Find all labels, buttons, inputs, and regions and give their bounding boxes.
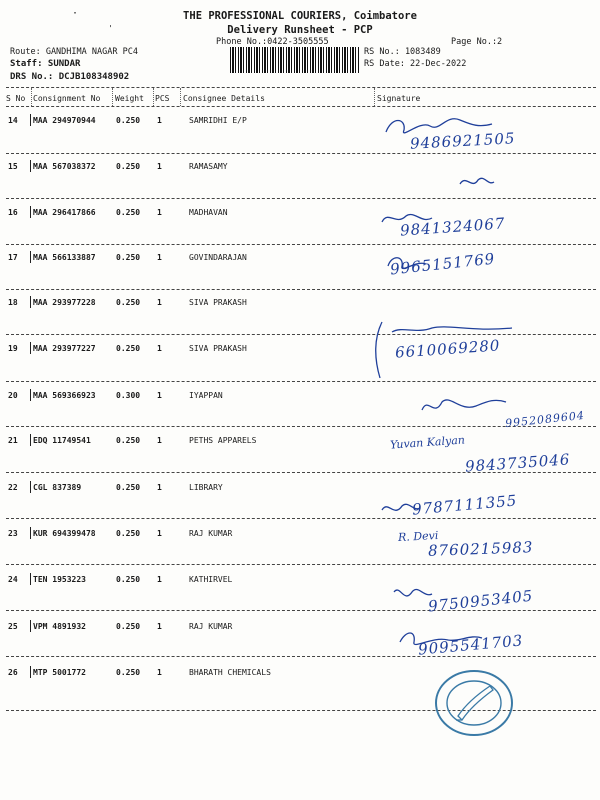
row-tick-mark [30,434,34,446]
row-consignment-number: MAA 294970944 [33,116,96,125]
row-consignee: BHARATH CHEMICALS [189,668,271,677]
row-tick-mark [30,342,34,354]
row-pcs: 1 [157,253,162,262]
row-weight: 0.250 [116,298,141,307]
row-serial-number: 24 [8,575,18,584]
handwritten-phone: 8760215983 [427,538,534,560]
row-serial-number: 15 [8,162,18,171]
col-separator [153,88,154,106]
row-consignee: RAMASAMY [189,162,228,171]
row-pcs: 1 [157,483,162,492]
row-consignment-number: MAA 296417866 [33,208,96,217]
handwritten-phone: 6610069280 [394,336,501,362]
row-consignment-number: VPM 4891932 [33,622,86,631]
row-serial-number: 17 [8,253,18,262]
row-serial-number: 26 [8,668,18,677]
row-consignment-number: KUR 694399478 [33,529,96,538]
row-pcs: 1 [157,668,162,677]
phone-number: Phone No.:0422-3505555 [216,37,329,47]
row-weight: 0.250 [116,575,141,584]
staff-label: Staff: SUNDAR [10,59,81,69]
row-tick-mark [30,251,34,263]
company-title: THE PROFESSIONAL COURIERS, Coimbatore [183,10,417,22]
row-pcs: 1 [157,575,162,584]
row-consignment-number: MTP 5001772 [33,668,86,677]
row-consignee: SAMRIDHI E/P [189,116,247,125]
row-tick-mark [30,481,34,493]
row-weight: 0.250 [116,208,141,217]
row-weight: 0.250 [116,529,141,538]
handwritten-phone: 9787111355 [411,491,519,519]
rs-number: RS No.: 1083489 [364,47,441,57]
handwritten-phone: 9952089604 [504,408,586,431]
header-rule-top [6,87,596,88]
runsheet-subtitle: Delivery Runsheet - PCP [227,24,373,36]
col-consignment: Consignment No [33,94,101,103]
row-serial-number: 14 [8,116,18,125]
row-tick-mark [30,666,34,678]
row-consignee: IYAPPAN [189,391,223,400]
row-consignee: RAJ KUMAR [189,622,233,631]
row-consignee: RAJ KUMAR [189,529,233,538]
row-tick-mark [30,114,34,126]
row-consignee: MADHAVAN [189,208,228,217]
row-consignee: SIVA PRAKASH [189,298,247,307]
row-serial-number: 19 [8,344,18,353]
row-weight: 0.250 [116,483,141,492]
row-consignment-number: MAA 566133887 [33,253,96,262]
handwritten-phone: 9843735046 [464,450,571,476]
row-pcs: 1 [157,344,162,353]
row-pcs: 1 [157,162,162,171]
col-separator [180,88,181,106]
signature-scribble [382,110,542,180]
row-weight: 0.250 [116,668,141,677]
signature-scribble [372,318,532,388]
row-tick-mark [30,527,34,539]
handwritten-phone: 9965151769 [389,249,497,279]
col-signature: Signature [377,94,421,103]
col-sno: S No [6,94,26,103]
row-pcs: 1 [157,529,162,538]
row-tick-mark [30,573,34,585]
row-consignment-number: MAA 569366923 [33,391,96,400]
row-consignment-number: MAA 567038372 [33,162,96,171]
row-pcs: 1 [157,436,162,445]
row-consignment-number: EDQ 11749541 [33,436,91,445]
row-consignee: GOVINDARAJAN [189,253,247,262]
row-serial-number: 16 [8,208,18,217]
handwritten-phone: 9095541703 [417,631,525,659]
row-consignment-number: MAA 293977228 [33,298,96,307]
row-pcs: 1 [157,622,162,631]
row-tick-mark [30,620,34,632]
row-pcs: 1 [157,391,162,400]
row-consignment-number: MAA 293977227 [33,344,96,353]
handwritten-name: R. Devi [397,528,439,545]
row-weight: 0.250 [116,622,141,631]
row-serial-number: 22 [8,483,18,492]
drs-number: DRS No.: DCJB108348902 [10,72,130,82]
row-pcs: 1 [157,298,162,307]
row-tick-mark [30,160,34,172]
col-separator [31,88,32,106]
header-rule-bottom [6,106,596,107]
row-serial-number: 20 [8,391,18,400]
col-separator [112,88,113,106]
row-serial-number: 21 [8,436,18,445]
row-consignee: LIBRARY [189,483,223,492]
col-separator [374,88,375,106]
row-weight: 0.250 [116,116,141,125]
handwritten-phone: 9486921505 [409,129,516,153]
row-consignee: SIVA PRAKASH [189,344,247,353]
stray-mark: · [72,8,79,19]
page-number: Page No.:2 [451,37,503,47]
signature-scribble [420,392,580,462]
row-weight: 0.250 [116,344,141,353]
row-weight: 0.300 [116,391,141,400]
col-pcs: PCS [155,94,170,103]
row-consignee: KATHIRVEL [189,575,233,584]
handwritten-name: Yuvan Kalyan [389,433,466,452]
row-weight: 0.250 [116,253,141,262]
row-pcs: 1 [157,208,162,217]
route-label: Route: GANDHIMA NAGAR PC4 [10,47,138,57]
row-weight: 0.250 [116,162,141,171]
row-serial-number: 18 [8,298,18,307]
handwritten-phone: 9750953405 [427,586,535,616]
signature-scribble [380,498,540,568]
row-serial-number: 25 [8,622,18,631]
row-weight: 0.250 [116,436,141,445]
row-pcs: 1 [157,116,162,125]
row-consignment-number: CGL 837389 [33,483,82,492]
row-serial-number: 23 [8,529,18,538]
row-tick-mark [30,389,34,401]
handwritten-phone: 9841324067 [399,214,506,240]
row-tick-mark [30,296,34,308]
signature-scribble [386,249,546,322]
row-tick-mark [30,206,34,218]
col-consignee: Consignee Details [183,94,265,103]
barcode [230,47,360,73]
stray-mark: ' [108,24,113,33]
rs-date: RS Date: 22-Dec-2022 [364,59,467,69]
row-consignee: PETHS APPARELS [189,436,257,445]
col-weight: Weight [115,94,144,103]
company-stamp [432,668,516,738]
row-consignment-number: TEN 1953223 [33,575,86,584]
